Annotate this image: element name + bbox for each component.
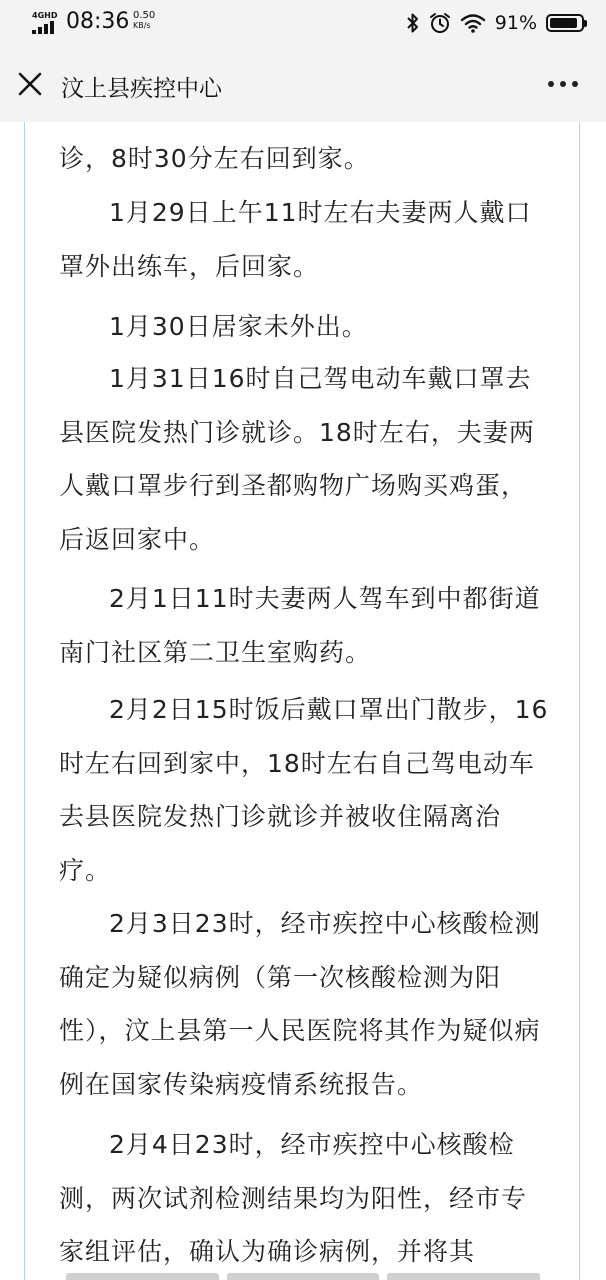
page-title: 汶上县疾控中心 [61, 76, 222, 102]
battery-percent: 91% [494, 12, 537, 34]
article-paragraph: 2月2日15时饭后戴口罩出门散步，16时左右回到家中，18时左右自己驾电动车去县医院发热门诊就诊并被收住隔离治疗。 [59, 695, 549, 885]
nav-bar [0, 46, 606, 122]
network-speed-value: 0.50 [133, 10, 156, 21]
signal-icon [32, 11, 60, 35]
wifi-icon [460, 13, 486, 33]
alarm-icon [429, 12, 451, 34]
article-paragraph: 1月31日16时自己驾电动车戴口罩去县医院发热门诊就诊。18时左右，夫妻两人戴口罩步行到圣都购物广场购买鸡蛋，后返回家中。 [59, 364, 535, 554]
article-paragraph: 诊，8时30分左右回到家。 [59, 144, 370, 173]
bottom-toolbar-edge [66, 1273, 540, 1280]
clock: 08:36 [66, 9, 130, 34]
article-paragraph: 1月29日上午11时左右夫妻两人戴口罩外出练车，后回家。 [59, 198, 532, 281]
status-bar [0, 0, 606, 46]
article-body [24, 122, 580, 1280]
network-speed [133, 11, 155, 31]
article-paragraph: 2月1日11时夫妻两人驾车到中都街道南门社区第二卫生室购药。 [59, 584, 541, 667]
network-speed-unit: KB/s [133, 21, 151, 30]
battery-icon [546, 14, 584, 32]
bluetooth-icon [406, 12, 420, 34]
more-options-icon[interactable] [548, 76, 578, 92]
article-paragraph: 2月3日23时，经市疾控中心核酸检测确定为疑似病例（第一次核酸检测为阳性），汶上县第一人民医院将其作为疑似病例在国家传染病疫情系统报告。 [59, 909, 541, 1099]
close-icon[interactable] [14, 68, 46, 100]
article-paragraph: 2月4日23时，经市疾控中心核酸检测，两次试剂检测结果均为阳性，经市专家组评估，确认为确诊病例，并将其 [59, 1130, 528, 1266]
network-type: 4GHD [32, 11, 58, 20]
article-paragraph: 1月30日居家未外出。 [109, 312, 368, 341]
